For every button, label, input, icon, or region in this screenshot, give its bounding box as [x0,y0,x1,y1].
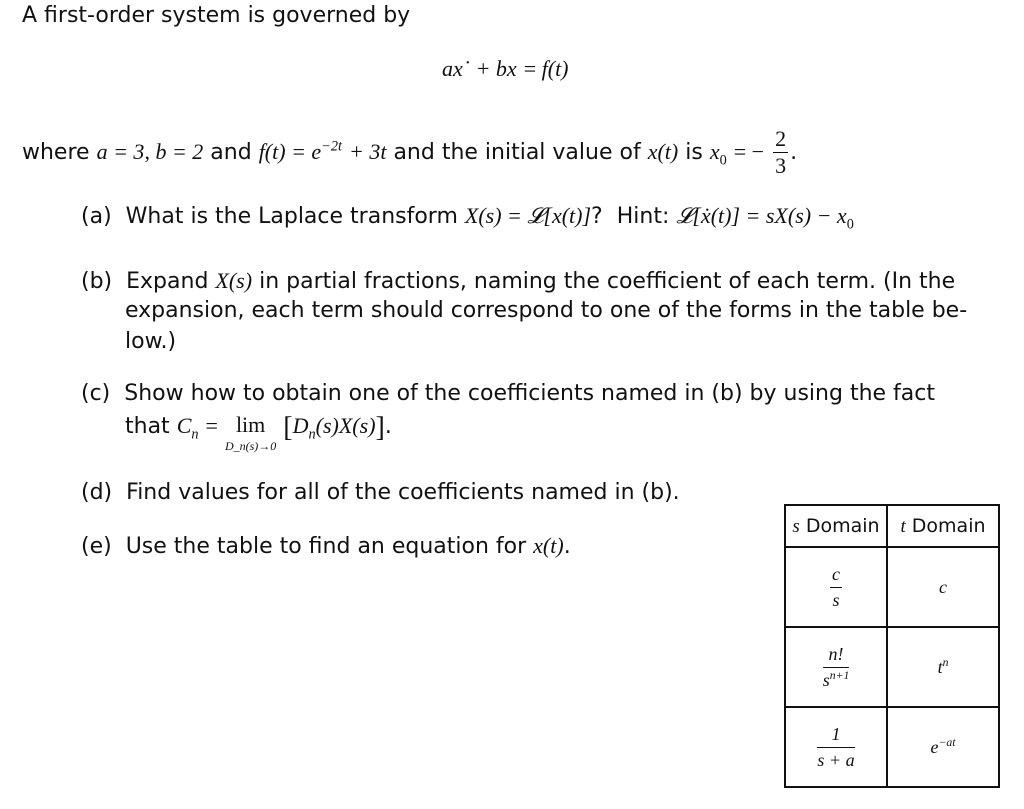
s-domain-cell: $\frac{n!}{s^{n+1}}$ [785,627,887,707]
part-e: (e) Use the table to find an equation for x(t). [81,533,571,559]
table-row [785,707,999,787]
part-b-line3: low.) [125,329,177,354]
header-t-domain: t Domain [887,505,999,547]
fraction-two-thirds: $\frac{2}{3}$ [775,126,787,178]
table-row [785,547,999,627]
part-c-line2: that $C_n = \lim$ D_n(s)→0 $[D_n(s)X(s)]$. [125,412,392,453]
laplace-table [784,504,1000,788]
equation-lhs: ax˙ + bx [442,56,517,81]
governing-equation: ax˙ + bx = f(t) [442,56,569,81]
s-domain-cell: $\frac{c}{s}$ [785,547,887,627]
header-s-domain: s Domain [785,505,887,547]
t-domain-cell: $t^n$ [887,627,999,707]
part-c: (c) Show how to obtain one of the coefficients named in (b) by using the fact [81,381,935,406]
part-d: (d) Find values for all of the coefficients named in (b). [81,480,680,505]
intro-text: A first-order system is governed by [22,3,411,28]
t-domain-cell: c [887,547,999,627]
part-a: (a) What is the Laplace transform X(s) = 𝓛[x(t)]? Hint: 𝓛[ẋ(t)] = $sX(s) - x_0$ [81,203,854,233]
parameters-line: where a = 3, b = 2 and $f(t) = e^{-2t} + 3t$ and the initial value of x(t) is $x_0$ = − $\frac{2}{3}$ . [22,126,798,178]
part-b-line2: expansion, each term should correspond to one of the forms in the table be- [125,298,968,323]
table-header-row [785,505,999,547]
equation-rhs: f(t) [541,56,569,81]
table-row [785,627,999,707]
limit-operator: lim D_n(s)→0 [224,412,277,453]
t-domain-cell: $e^{-at}$ [887,707,999,787]
s-domain-cell: $\frac{1}{s + a}$ [785,707,887,787]
part-b: (b) Expand X(s) in partial fractions, naming the coefficient of each term. (In the [81,268,956,294]
